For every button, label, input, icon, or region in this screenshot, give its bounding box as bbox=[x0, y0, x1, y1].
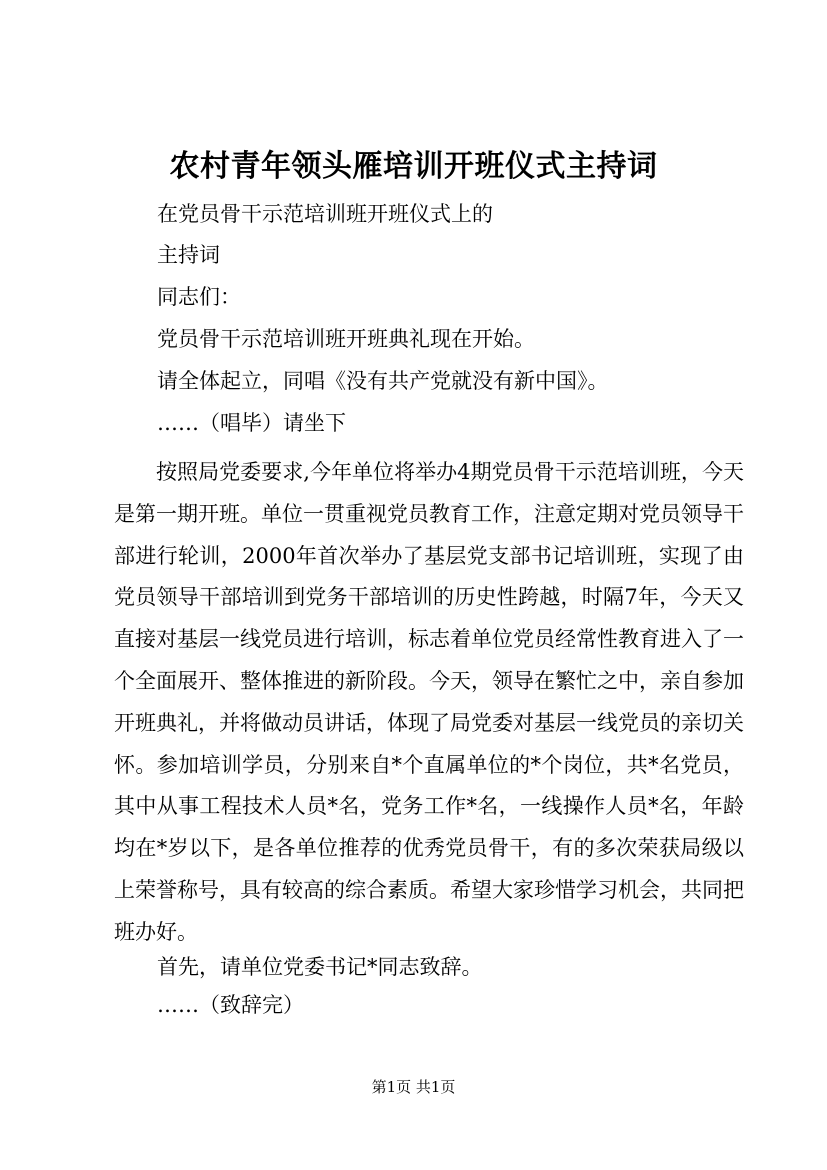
opening-announcement: 党员骨干示范培训班开班典礼现在开始。 bbox=[157, 327, 535, 351]
anthem-instruction: 请全体起立，同唱《没有共产党就没有新中国》。 bbox=[157, 369, 609, 393]
subtitle-line-1: 在党员骨干示范培训班开班仪式上的 bbox=[157, 202, 493, 226]
page-footer: 第1页 共1页 bbox=[371, 1078, 456, 1096]
main-paragraph: 按照局党委要求,今年单位将举办4期党员骨干示范培训班，今天是第一期开班。单位一贯重视党员教育工作，注意定期对党员领导干部进行轮训，2000年首次举办了基层党支部书记培训班，实现了由党员领导干部培训到党务干部培训的历史性跨越，时隔7年，今天又直接对基层一线党员进行培训，标志着单位党员经常性教育进入了一个全面展开、整体推进的新阶段。今天，领导在繁忙之中，亲自参加开班典礼，并将做动员讲话，体现了局党委对基层一线党员的亲切关怀。参加培训学员，分别来自*个直属单位的*个岗位，共*名党员，其中从事工程技术人员*名，党务工作*名，一线操作人员*名，年龄均在*岁以下，是各单位推荐的优秀党员骨干，有的多次荣获局级以上荣誉称号，具有较高的综合素质。希望大家珍惜学习机会，共同把班办好。 bbox=[114, 460, 744, 944]
subtitle-line-2: 主持词 bbox=[157, 243, 220, 267]
document-title: 农村青年领头雁培训开班仪式主持词 bbox=[169, 149, 658, 184]
closing-line-2: ……（致辞完） bbox=[157, 993, 304, 1017]
salutation: 同志们： bbox=[157, 285, 241, 309]
closing-line-1: 首先，请单位党委书记*同志致辞。 bbox=[157, 955, 483, 979]
sit-down-instruction: ……（唱毕）请坐下 bbox=[157, 411, 346, 435]
